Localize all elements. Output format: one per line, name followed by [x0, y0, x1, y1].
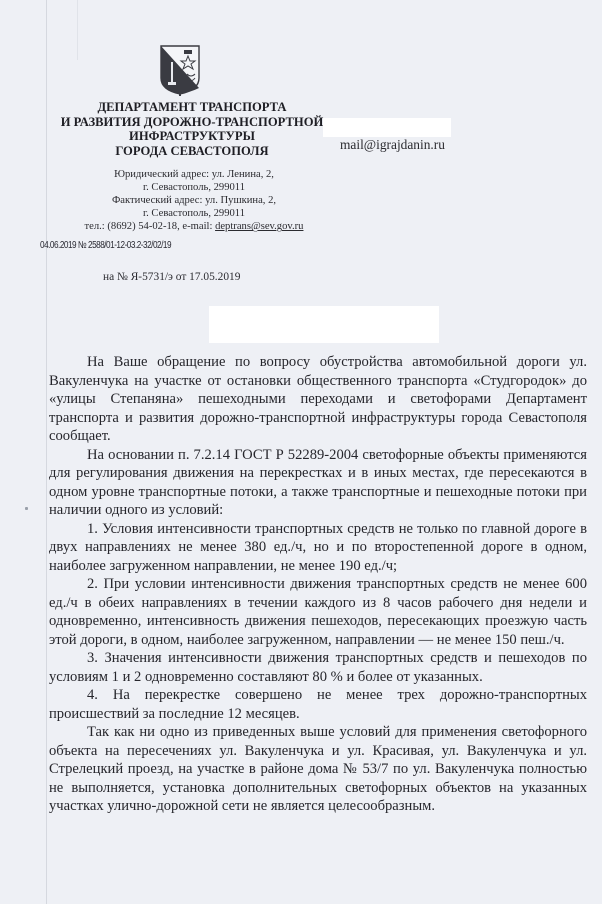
body-paragraph-gost: На основании п. 7.2.14 ГОСТ Р 52289-2004 светофорные объекты применяются для регулирования движения на перекрестках и в иных местах, где пересекаются в одном уровне транспортные потоки, а также транспортные и пешеходные потоки при наличии одного из условий:: [49, 446, 587, 518]
outgoing-registration-number: 04.06.2019 № 2588/01-12-03.2-32/02/19: [40, 240, 172, 251]
incoming-reference: на № Я-5731/э от 17.05.2019: [103, 271, 241, 283]
org-name-line: ГОРОДА СЕВАСТОПОЛЯ: [115, 143, 269, 158]
org-email-link[interactable]: deptrans@sev.gov.ru: [215, 221, 304, 233]
redacted-salutation: [209, 306, 439, 343]
sevastopol-coat-of-arms-icon: [157, 44, 203, 96]
recipient-email: mail@igrajdanin.ru: [340, 137, 445, 152]
scan-margin-line: [46, 0, 47, 904]
actual-address-line: Фактический адрес: ул. Пушкина, 2,: [111, 195, 277, 207]
actual-address-city: г. Севастополь, 299011: [142, 208, 246, 220]
org-name-line: ИНФРАСТРУКТУРЫ: [129, 129, 255, 144]
condition-2: 2. При условии интенсивности движения транспортных средств не менее 600 ед./ч в обеих направлениях в течении каждого из 8 часов рабочего дня недели и одновременно, интенсивность движения пешеходов, пересекающих проезжую часть этой дороги, в одном, наиболее загруженном, направлении — не менее 150 пеш./ч.: [49, 576, 587, 648]
body-paragraph-intro: На Ваше обращение по вопросу обустройства автомобильной дороги ул. Вакуленчука на участке от остановки общественного транспорта «Студгородок» до «улицы Степаняна» пешеходными переходами и светофорами Департамент транспорта и развития дорожно-транспортной инфраструктуры города Севастополя сообщает.: [49, 354, 587, 444]
organization-name: [60, 100, 324, 158]
condition-1: 1. Условия интенсивности транспортных средств не только по главной дороге в двух направлениях не менее 380 ед./ч, но и по второстепенной дороге в одном, наиболее загруженном направлении, не менее 190 ед./ч;: [49, 520, 587, 574]
legal-address-city: г. Севастополь, 299011: [142, 182, 246, 194]
organization-address: [60, 168, 328, 233]
scan-artifact-line: [77, 0, 78, 60]
condition-3: 3. Значения интенсивности движения транспортных средств и пешеходов по условиям 1 и 2 одновременно составляют 80 % и более от указанных.: [49, 650, 587, 685]
legal-address-line: Юридический адрес: ул. Ленина, 2,: [114, 169, 274, 180]
body-paragraph-conclusion: Так как ни одно из приведенных выше условий для применения светофорного объекта на пересечениях ул. Вакуленчука и ул. Красивая, ул. Вакуленчука и ул. Стрелецкий проезд, на участке в районе дома № 53/7 по ул. Вакуленчука полностью не выполняется, установка дополнительных светофорных объектов на указанных участках улично-дорожной сети не является целесообразным.: [49, 724, 587, 814]
org-name-line: ДЕПАРТАМЕНТ ТРАНСПОРТА: [97, 100, 287, 114]
condition-4: 4. На перекрестке совершено не менее трех дорожно-транспортных происшествий за последние 12 месяцев.: [49, 687, 587, 722]
contacts-line: [60, 220, 328, 233]
letter-body: [49, 353, 587, 816]
redacted-recipient-name: [323, 118, 451, 137]
org-name-line: И РАЗВИТИЯ ДОРОЖНО-ТРАНСПОРТНОЙ: [60, 114, 324, 129]
phone-label: тел.: (8692) 54-02-18, e-mail:: [84, 221, 216, 233]
scan-speck: [25, 507, 28, 510]
